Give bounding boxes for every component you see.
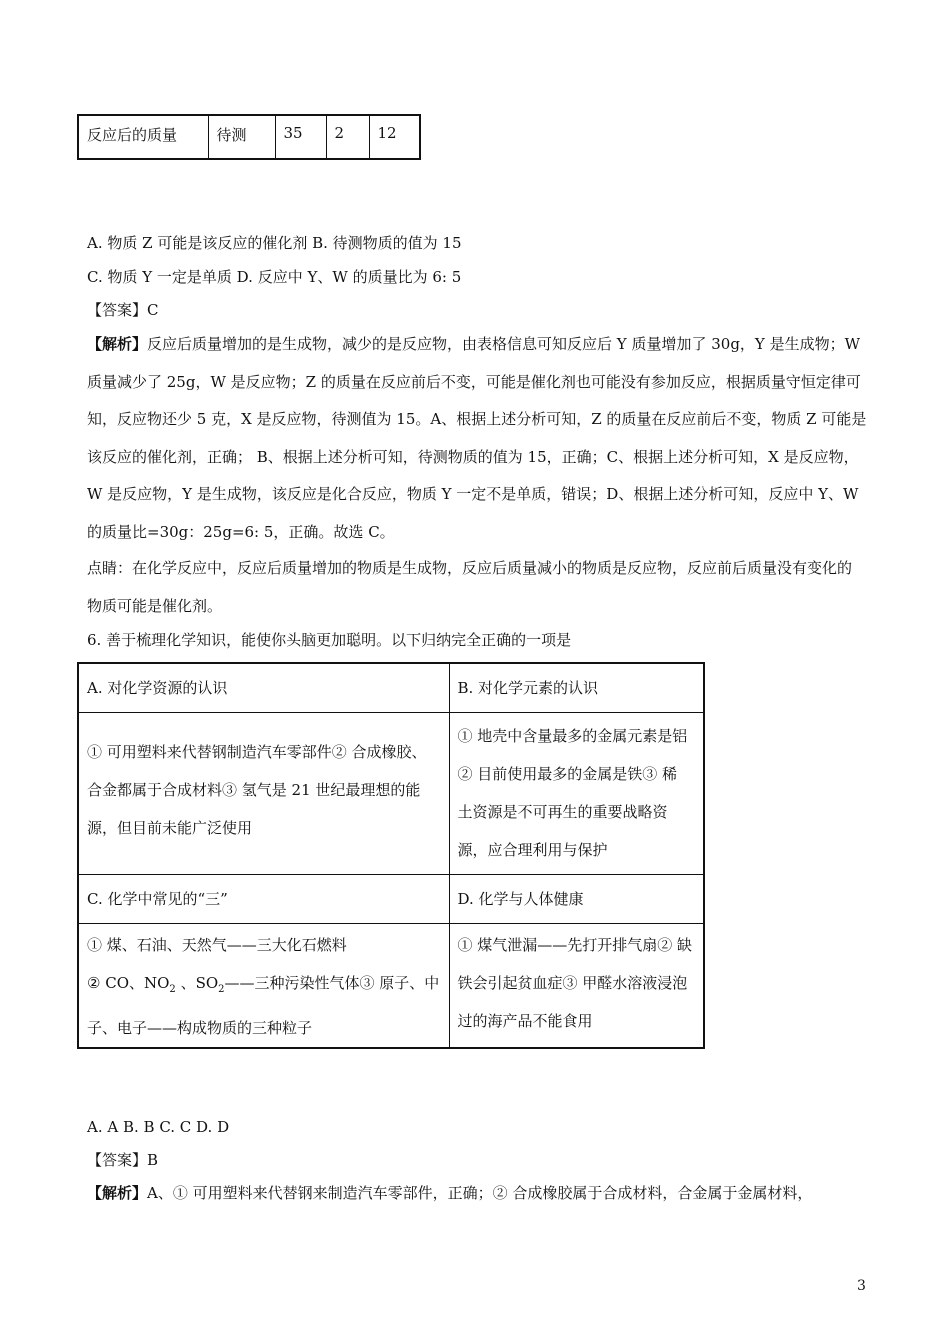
subscript: 2 — [169, 983, 176, 995]
row-label: 反应后的质量 — [78, 115, 208, 159]
answer-label: 【答案】 — [87, 1151, 148, 1169]
cell-a-head: A. 对化学资源的认识 — [78, 663, 449, 712]
q6-analysis — [87, 1175, 867, 1213]
table-cell: 2 — [326, 115, 369, 159]
answer-value: B — [147, 1151, 159, 1169]
cell-c-head: C. 化学中常见的“三” — [78, 874, 449, 923]
cell-b-head: B. 对化学元素的认识 — [449, 663, 704, 712]
table-row — [78, 712, 704, 874]
q5-options-ab: A. 物质 Z 可能是该反应的催化剂 B. 待测物质的值为 15 — [87, 234, 462, 252]
q6-options: A. A B. B C. C D. D — [87, 1118, 230, 1136]
q6-answer — [87, 1150, 158, 1170]
q5-tip — [87, 550, 867, 625]
mass-table — [77, 114, 421, 160]
table-cell: 12 — [369, 115, 420, 159]
q5-analysis — [87, 326, 867, 551]
table-cell: 待测 — [208, 115, 275, 159]
cell-d-head: D. 化学与人体健康 — [449, 874, 704, 923]
tip-label: 点睛： — [87, 559, 133, 577]
analysis-text: 反应后质量增加的是生成物，减少的是反应物，由表格信息可知反应后 Y 质量增加了 30g，Y 是生成物；W 质量减少了 25g，W 是反应物；Z 的质量在反应前后不变，可能是催化剂也可能没有参加反应，根据质量守恒定律可知，反应物还少 5 克，X 是反应物，待测值为 15。A、根据上述分析可知，Z 的质量在反应前后不变，物质 Z 可能是该反应的催化剂，正确； B、根据上述分析可知，待测物质的值为 15，正确；C、根据上述分析可知，X 是反应物，W 是反应物，Y 是生成物，该反应是化合反应，物质 Y 一定不是单质，错误；D、根据上述分析可知，反应中 Y、W 的质量比=30g：25g=6: 5，正确。故选 C。 — [87, 335, 867, 541]
subscript: 2 — [218, 983, 225, 995]
table-row — [78, 923, 704, 1048]
c-line-3: 子、电子——构成物质的三种粒子 — [87, 1018, 313, 1037]
q5-answer — [87, 300, 159, 320]
c-line-2-part: ② CO、NO — [87, 973, 170, 992]
cell-d-body: ① 煤气泄漏——先打开排气扇② 缺铁会引起贫血症③ 甲醛水溶液浸泡过的海产品不能食用 — [449, 923, 704, 1048]
cell-c-body — [78, 923, 449, 1048]
c-line-2 — [87, 964, 441, 1009]
table-row — [78, 874, 704, 923]
answer-value: C — [147, 301, 159, 319]
answer-label: 【答案】 — [87, 301, 148, 319]
q5-options-cd: C. 物质 Y 一定是单质 D. 反应中 Y、W 的质量比为 6: 5 — [87, 268, 462, 286]
q6-table — [77, 662, 705, 1049]
c-line-1: ① 煤、石油、天然气——三大化石燃料 — [87, 935, 347, 954]
table-row — [78, 115, 420, 159]
tip-text: 在化学反应中，反应后质量增加的物质是生成物，反应后质量减小的物质是反应物，反应前后质量没有变化的物质可能是催化剂。 — [87, 559, 853, 615]
q6-stem: 6. 善于梳理化学知识，能使你头脑更加聪明。以下归纳完全正确的一项是 — [87, 631, 572, 649]
cell-a-body: ① 可用塑料来代替钢制造汽车零部件② 合成橡胶、合金都属于合成材料③ 氢气是 21 世纪最理想的能源，但目前未能广泛使用 — [78, 712, 449, 874]
cell-b-body: ① 地壳中含量最多的金属元素是铝② 目前使用最多的金属是铁③ 稀 土资源是不可再生的重要战略资源，应合理利用与保护 — [449, 712, 704, 874]
c-line-2-part: ——三种污染性气体③ 原子、中 — [224, 973, 440, 992]
table-row — [78, 663, 704, 712]
analysis-label: 【解析】 — [87, 335, 148, 353]
table-cell: 35 — [275, 115, 326, 159]
analysis-text: A、① 可用塑料来代替钢来制造汽车零部件，正确；② 合成橡胶属于合成材料，合金属于金属材料， — [147, 1184, 813, 1202]
page-number: 3 — [857, 1278, 866, 1294]
c-line-2-part: 、SO — [175, 973, 219, 992]
analysis-label: 【解析】 — [87, 1184, 148, 1202]
